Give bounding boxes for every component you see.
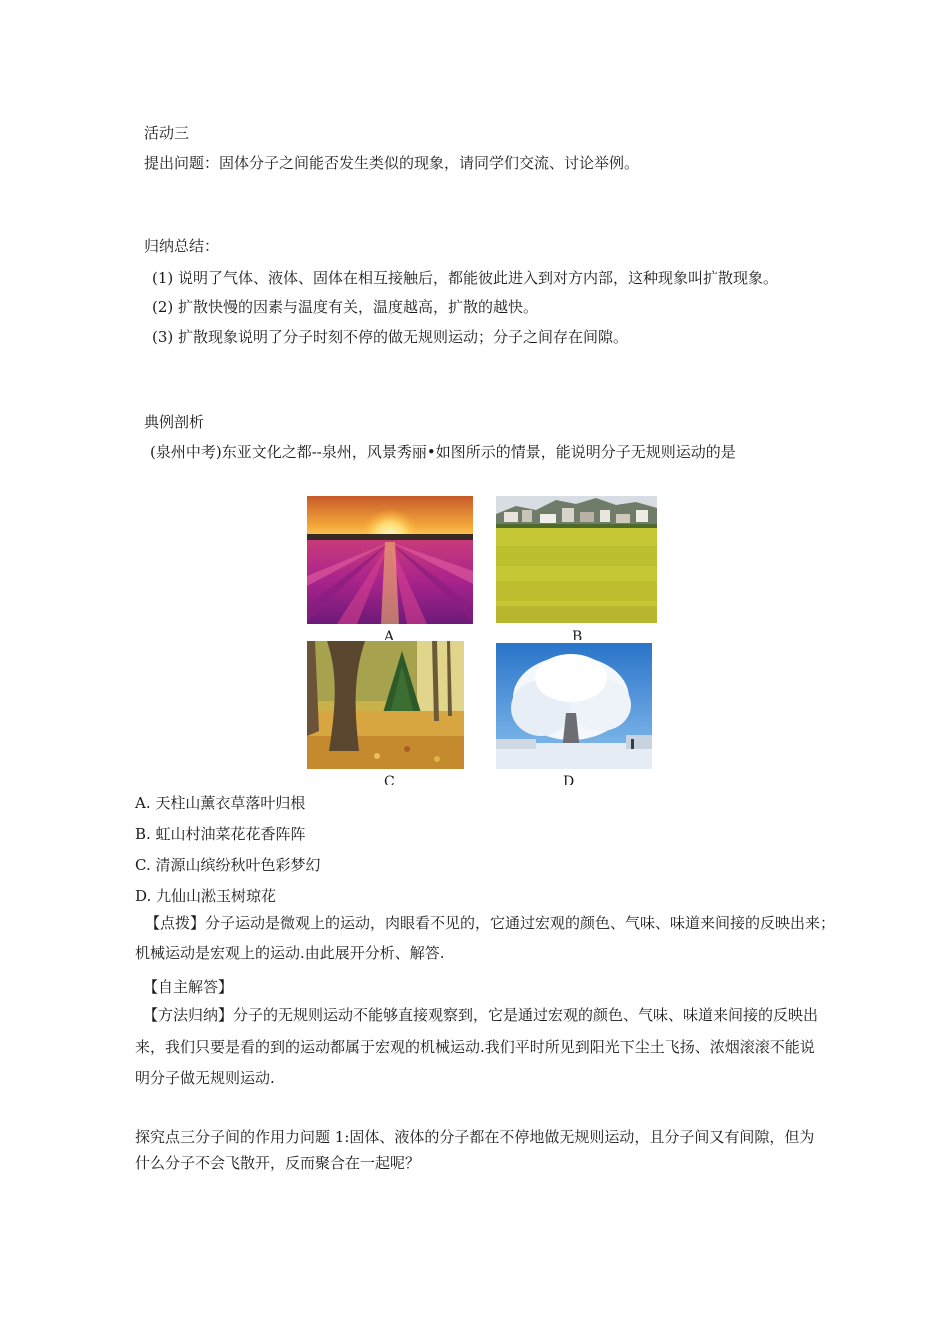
summary-item-3: (3) 扩散现象说明了分子时刻不停的做无规则运动；分子之间存在间隙。 xyxy=(152,328,629,346)
frosted-tree-image xyxy=(496,643,652,769)
activity-question: 提出问题：固体分子之间能否发生类似的现象，请同学们交流、讨论举例。 xyxy=(144,154,640,172)
hint-line-2: 机械运动是宏观上的运动.由此展开分析、解答. xyxy=(135,944,445,962)
summary-item-1: (1) 说明了气体、液体、固体在相互接触后，都能彼此进入到对方内部，这种现象叫扩散现象。 xyxy=(152,269,779,287)
activity-title: 活动三 xyxy=(144,124,190,142)
rapeseed-field-image xyxy=(496,496,657,623)
image-caption-a: A xyxy=(384,630,395,640)
image-caption-c: C xyxy=(384,775,395,785)
summary-title: 归纳总结： xyxy=(144,237,220,255)
option-a: A. 天柱山薰衣草落叶归根 xyxy=(135,794,306,812)
explore-line-2: 什么分子不会飞散开，反而聚合在一起呢？ xyxy=(135,1154,421,1172)
self-answer-label: 【自主解答】 xyxy=(143,978,234,996)
method-line-1: 【方法归纳】分子的无规则运动不能够直接观察到，它是通过宏观的颜色、气味、味道来间接的反映出 xyxy=(143,1006,819,1024)
option-b: B. 虹山村油菜花花香阵阵 xyxy=(135,825,306,843)
summary-item-2: (2) 扩散快慢的因素与温度有关，温度越高，扩散的越快。 xyxy=(152,298,539,316)
explore-line-1: 探究点三分子间的作用力问题 1:固体、液体的分子都在不停地做无规则运动，且分子间又有间隙，但为 xyxy=(135,1128,815,1146)
method-line-3: 明分子做无规则运动. xyxy=(135,1069,275,1087)
lavender-field-image xyxy=(307,496,473,624)
image-caption-d: D xyxy=(563,775,575,785)
hint-line-1: 【点拨】分子运动是微观上的运动，肉眼看不见的，它通过宏观的颜色、气味、味道来间接的反映出来； xyxy=(145,914,836,932)
example-stem: (泉州中考)东亚文化之都--泉州，风景秀丽•如图所示的情景，能说明分子无规则运动的是 xyxy=(150,443,736,461)
method-line-2: 来，我们只要是看的到的运动都属于宏观的机械运动.我们平时所见到阳光下尘土飞扬、浓烟滚滚不能说 xyxy=(135,1038,815,1056)
option-c: C. 清源山缤纷秋叶色彩梦幻 xyxy=(135,856,321,874)
autumn-forest-image xyxy=(307,641,464,769)
option-d: D. 九仙山淞玉树琼花 xyxy=(135,887,277,905)
image-caption-b: B xyxy=(572,630,583,640)
example-title: 典例剖析 xyxy=(144,413,205,431)
